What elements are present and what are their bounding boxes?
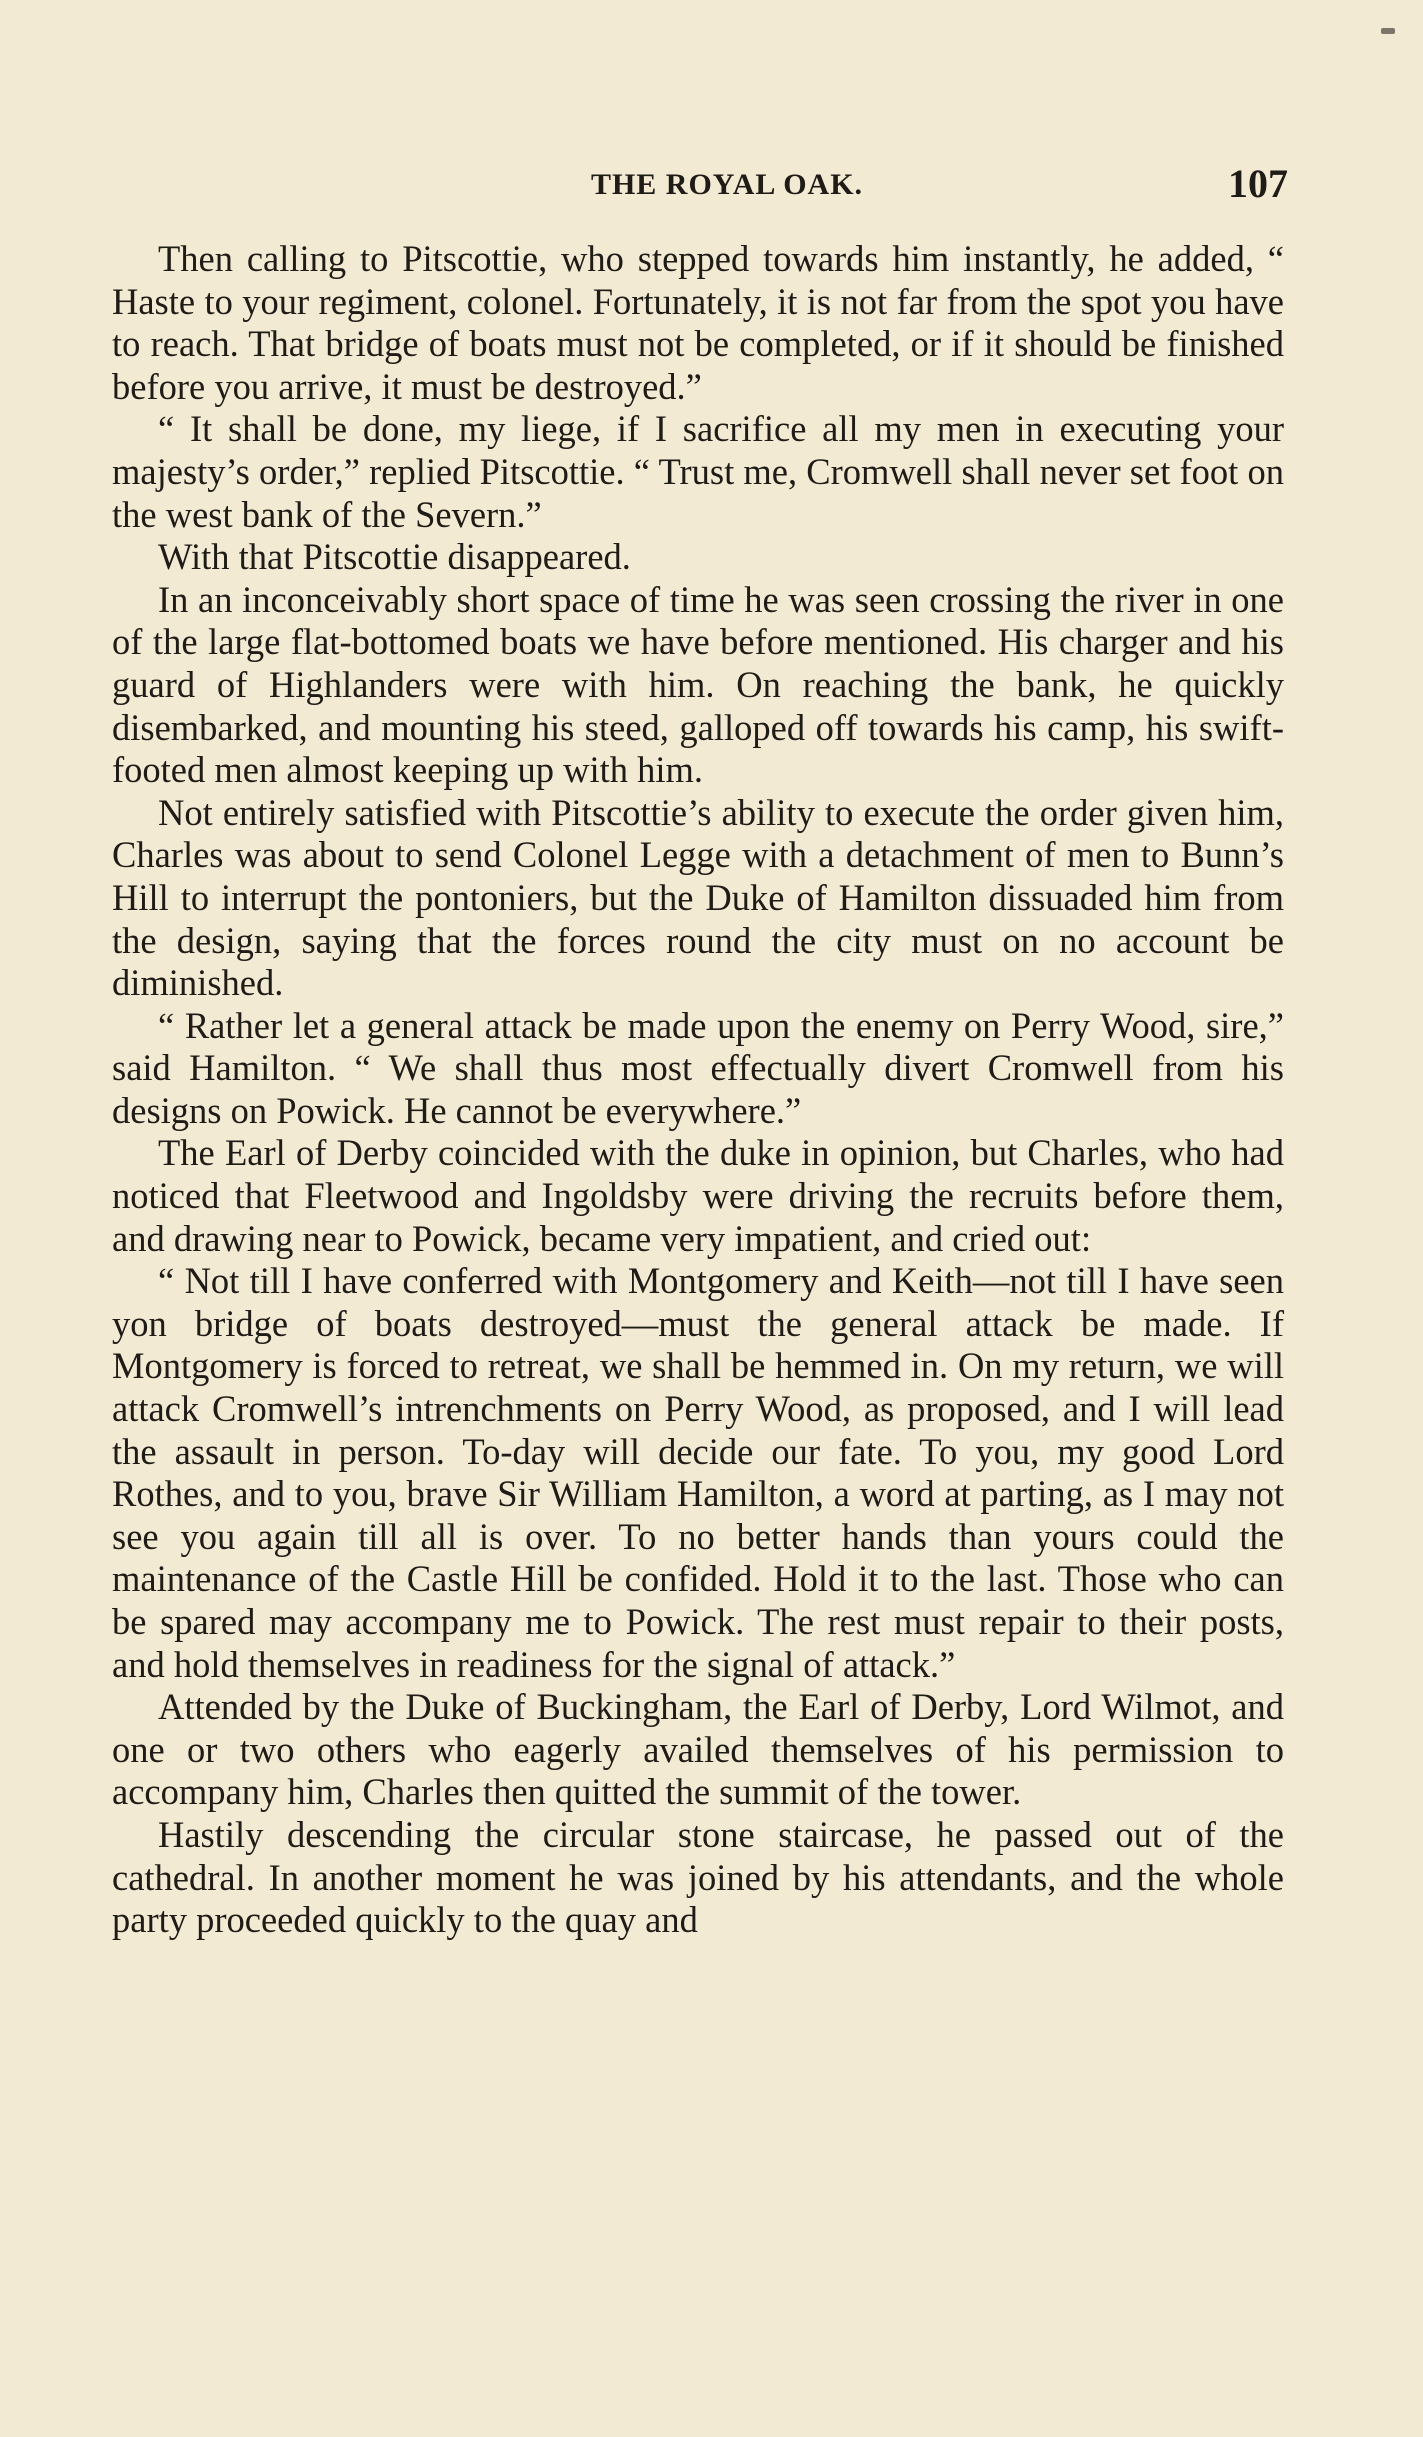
paragraph: The Earl of Derby coincided with the duke in opinion, but Charles, who had noticed that Fleetwood and Ingoldsby were driving the recruits before them, and drawing near to Powick, became very impatient, and cried out: [112, 1132, 1284, 1259]
body-text [112, 238, 1284, 1942]
paragraph: In an inconceivably short space of time he was seen crossing the river in one of the large flat-bottomed boats we have before mentioned. His charger and his guard of Highlanders were with him. On reaching the bank, he quickly disembarked, and mounting his steed, galloped off towards his camp, his swift-footed men almost keeping up with him. [112, 578, 1284, 791]
page-number: 107 [1228, 161, 1288, 206]
paragraph: Hastily descending the circular stone staircase, he passed out of the cathedral. In another moment he was joined by his attendants, and the whole party proceeded quickly to the quay and [112, 1813, 1284, 1941]
paragraph: Then calling to Pitscottie, who stepped towards him instantly, he added, “ Haste to your regiment, colonel. Fortunately, it is not far from the spot you have to reach. That bridge of boats must not be completed, or if it should be finished before you arrive, it must be destroyed.” [112, 238, 1284, 407]
paragraph: With that Pitscottie disappeared. [158, 536, 631, 578]
paragraph: Attended by the Duke of Buckingham, the Earl of Derby, Lord Wilmot, and one or two others who eagerly availed themselves of his permission to accompany him, Charles then quitted the summit of the tower. [112, 1686, 1284, 1813]
paragraph: “ It shall be done, my liege, if I sacrifice all my men in executing your majesty’s order,” replied Pitscottie. “ Trust me, Cromwell shall never set foot on the west bank of the Severn.” [112, 408, 1284, 535]
margin-mark [1381, 28, 1395, 34]
running-head: THE ROYAL OAK. [590, 168, 864, 201]
page-header [166, 160, 1288, 210]
paragraph: Not entirely satisfied with Pitscottie’s ability to execute the order given him, Charles was about to send Colonel Legge with a detachment of men to Bunn’s Hill to interrupt the pontoniers, but the Duke of Hamilton dissuaded him from the design, saying that the forces round the city must on no account be diminished. [112, 791, 1284, 1004]
paragraph: “ Rather let a general attack be made upon the enemy on Perry Wood, sire,” said Hamilton. “ We shall thus most effectually divert Cromwell from his designs on Powick. He cannot be everywhere.” [112, 1004, 1284, 1131]
paragraph: “ Not till I have conferred with Montgomery and Keith—not till I have seen yon bridge of boats destroyed—must the general attack be made. If Montgomery is forced to retreat, we shall be hemmed in. On my return, we will attack Cromwell’s intrenchments on Perry Wood, as proposed, and I will lead the assault in person. To-day will decide our fate. To you, my good Lord Rothes, and to you, brave Sir William Hamilton, a word at parting, as I may not see you again till all is over. To no better hands than yours could the maintenance of the Castle Hill be confided. Hold it to the last. Those who can be spared may accompany me to Powick. The rest must repair to their posts, and hold themselves in readiness for the signal of attack.” [112, 1260, 1284, 1685]
